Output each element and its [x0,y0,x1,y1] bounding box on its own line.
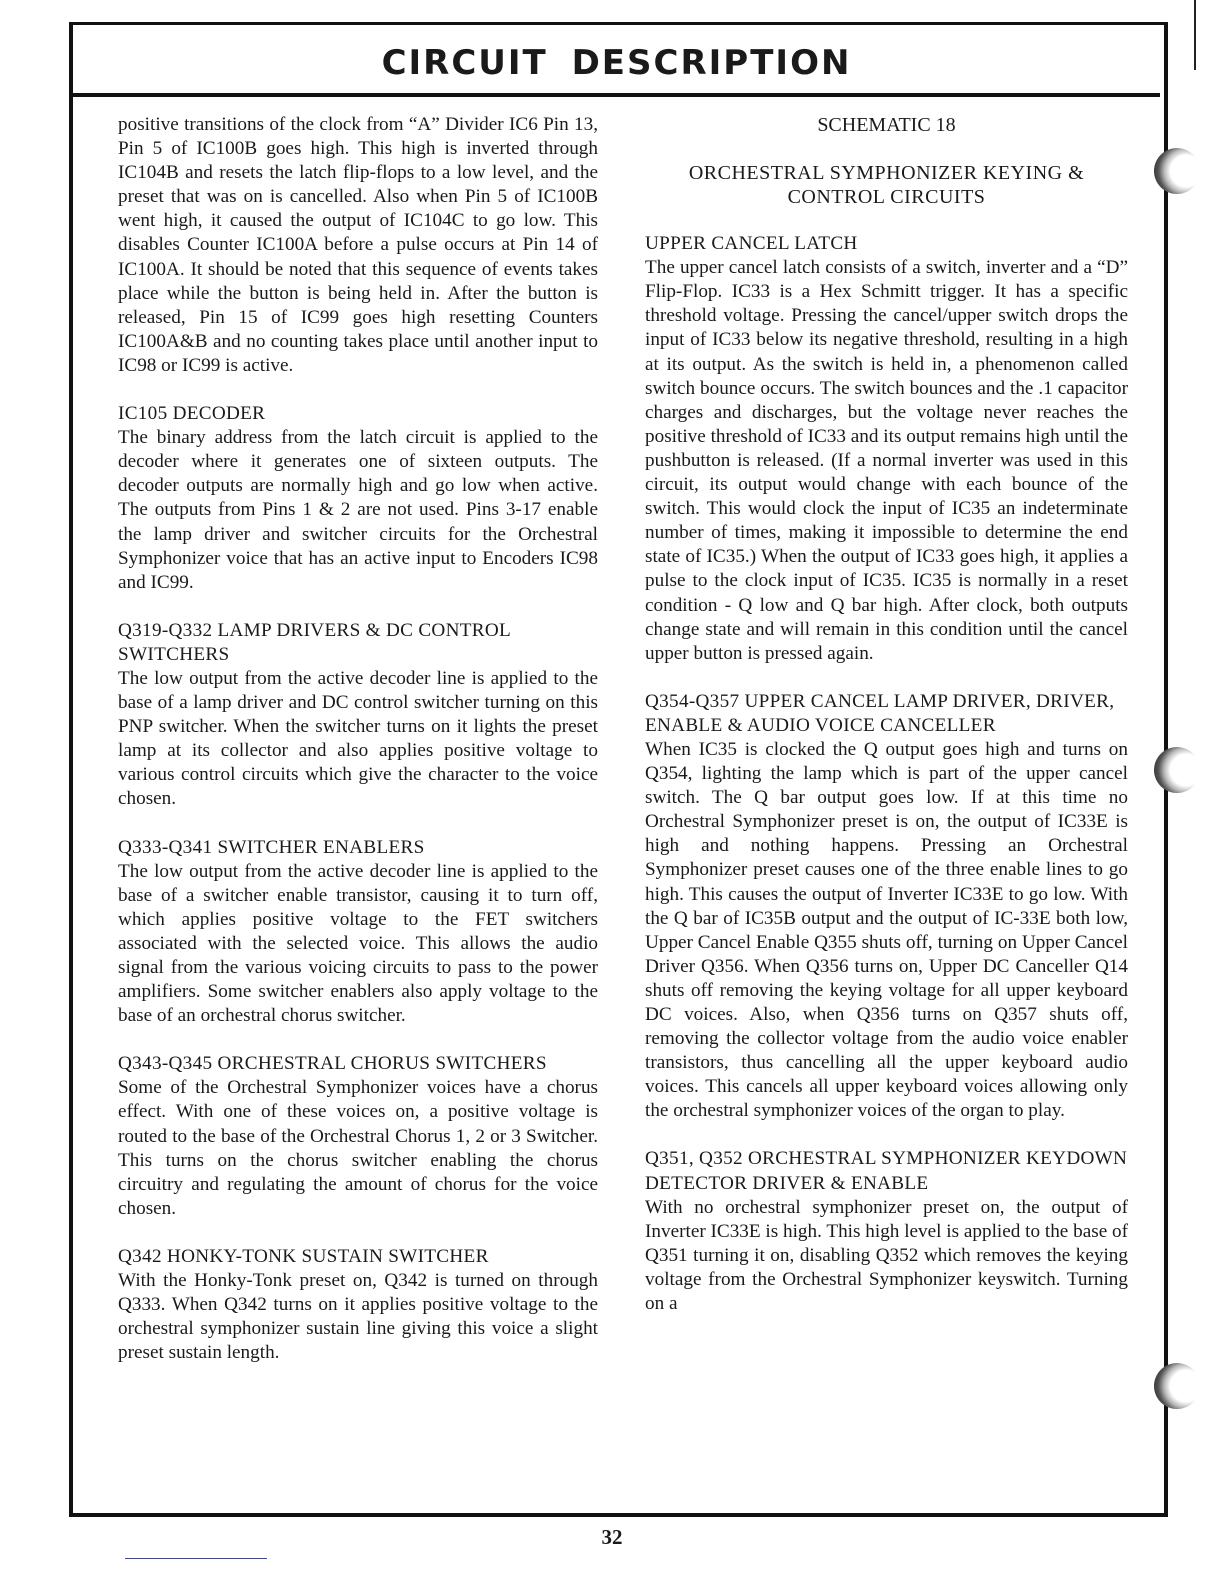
section-upper-cancel-latch [645,232,1128,666]
schematic-label: SCHEMATIC 18 [817,114,956,136]
binder-hole [1154,1363,1200,1409]
binder-hole [1154,148,1200,194]
section-body: The low output from the active decoder line is applied to the base of a switcher enable transistor, causing it to turn off, which applies positive voltage to the FET switchers associated with the selected voice. This allows the audio signal from the various voicing circuits to pass to the power amplifiers. Some switcher enablers also apply voltage to the base of an orchestral chorus switcher. [118,860,598,1027]
binder-hole [1154,747,1200,793]
section-body: The upper cancel latch consists of a switch, inverter and a “D” Flip-Flop. IC33 is a Hex Schmitt trigger. It has a specific threshold voltage. Pressing the cancel/upper switch drops the input of IC33 below its negative threshold, resulting in a high at its output. As the switch is held in, a phenomenon called switch bounce occurs. The switch bounces and the .1 capacitor charges and discharges, but the voltage never reaches the positive threshold of IC33 and its output remains high until the pushbutton is released. (If a normal inverter was used in this circuit, its output would change with each bounce of the switch. This would clock the input of IC35 an indeterminate number of times, making it impossible to determine the end state of IC35.) When the output of IC33 goes high, it applies a pulse to the clock input of IC35. IC35 is normally in a reset condition - Q low and Q bar high. After clock, both outputs change state and will remain in this condition until the cancel upper button is pressed again. [645,257,1128,664]
section-switcher-enablers [118,836,598,1029]
section-upper-cancel-lamp-driver [645,690,1128,1124]
section-body: The binary address from the latch circuit is applied to the decoder where it generates one of sixteen outputs. The decoder outputs are normally high and go low when active. The outputs from Pins 1 & 2 are not used. Pins 3-17 enable the lamp driver and switcher circuits for the Orchestral Symphonizer voice that has an active input to Encoders IC98 and IC99. [118,427,598,593]
section-chorus-switchers [118,1052,598,1221]
left-column [118,113,598,1365]
section-heading: Q351, Q352 ORCHESTRAL SYMPHONIZER KEYDOWN DETECTOR DRIVER & ENABLE [645,1148,1128,1194]
section-heading: Q319-Q332 LAMP DRIVERS & DC CONTROL SWITCHERS [118,619,511,665]
binding-edge-line [1194,0,1196,70]
section-body: With the Honky-Tonk preset on, Q342 is turned on through Q333. When Q342 turns on it applies positive voltage to the orchestral symphonizer sustain line giving this voice a slight preset sustain length. [118,1270,598,1364]
section-lamp-drivers [118,619,598,812]
main-heading: ORCHESTRAL SYMPHONIZER KEYING & CONTROL CIRCUITS [688,162,1085,209]
section-heading: UPPER CANCEL LATCH [645,233,858,255]
section-body: With no orchestral symphonizer preset on, the output of Inverter IC33E is high. This high level is applied to the base of Q351 turning it on, disabling Q352 which removes the keying voltage from the Orchestral Symphonizer keyswitch. Turning on a [645,1196,1128,1315]
section-heading: Q354-Q357 UPPER CANCEL LAMP DRIVER, DRIVER, ENABLE & AUDIO VOICE CANCELLER [645,690,1115,736]
section-honky-tonk [118,1245,598,1365]
section-body: When IC35 is clocked the Q output goes high and turns on Q354, lighting the lamp which is part of the upper cancel switch. The Q bar output goes low. If at this time no Orchestral Symphonizer preset is on, the output of IC33E is high and nothing happens. Pressing an Orchestral Symphonizer preset causes one of the three enable lines to go high. This causes the output of Inverter IC33E to go low. With the Q bar of IC35B output and the output of IC-33E both low, Upper Cancel Enable Q355 shuts off, turning on Upper Cancel Driver Q356. When Q356 turns on, Upper DC Canceller Q14 shuts off removing the keying voltage for all upper keyboard DC voices. Also, when Q356 turns on Q357 shuts off, removing the collector voltage from the audio voice enabler transistors, thus cancelling all the upper keyboard audio voices. This cancels all upper keyboard voices allowing only the orchestral symphonizer voices of the organ to play. [645,738,1128,1122]
page-title: CIRCUIT DESCRIPTION [381,43,852,83]
section-heading: Q333-Q341 SWITCHER ENABLERS [118,836,425,858]
section-heading: IC105 DECODER [118,403,266,425]
section-body: Some of the Orchestral Symphonizer voices have a chorus effect. With one of these voices on, a positive voltage is routed to the base of the Orchestral Chorus 1, 2 or 3 Switcher. This turns on the chorus switcher enabling the chorus circuitry and regulating the amount of chorus for the voice chosen. [118,1077,598,1219]
right-column [645,113,1128,1316]
page-number: 32 [601,1525,623,1549]
section-heading: Q343-Q345 ORCHESTRAL CHORUS SWITCHERS [118,1053,547,1075]
title-band [73,25,1160,97]
section-body: The low output from the active decoder line is applied to the base of a lamp driver and DC control switcher turning on this PNP switcher. When the switcher turns on it lights the preset lamp at its collector and also applies positive voltage to various control circuits which give the character to the voice chosen. [118,667,598,810]
section-heading: Q342 HONKY-TONK SUSTAIN SWITCHER [118,1245,489,1267]
section-ic105-decoder [118,402,598,595]
bottom-underline [125,1558,267,1559]
section-keydown-detector [645,1147,1128,1316]
intro-paragraph: positive transitions of the clock from “A” Divider IC6 Pin 13, Pin 5 of IC100B goes high. This high is inverted through IC104B and resets the latch flip-flops to a low level, and the preset that was on is cancelled. Also when Pin 5 of IC100B went high, it caused the output of IC104C to go low. This disables Counter IC100A before a pulse occurs at Pin 14 of IC100A. It should be noted that this sequence of events takes place while the button is being held in. After the button is released, Pin 15 of IC99 goes high resetting Counters IC100A&B and no counting takes place until another input to IC98 or IC99 is active. [118,114,598,376]
